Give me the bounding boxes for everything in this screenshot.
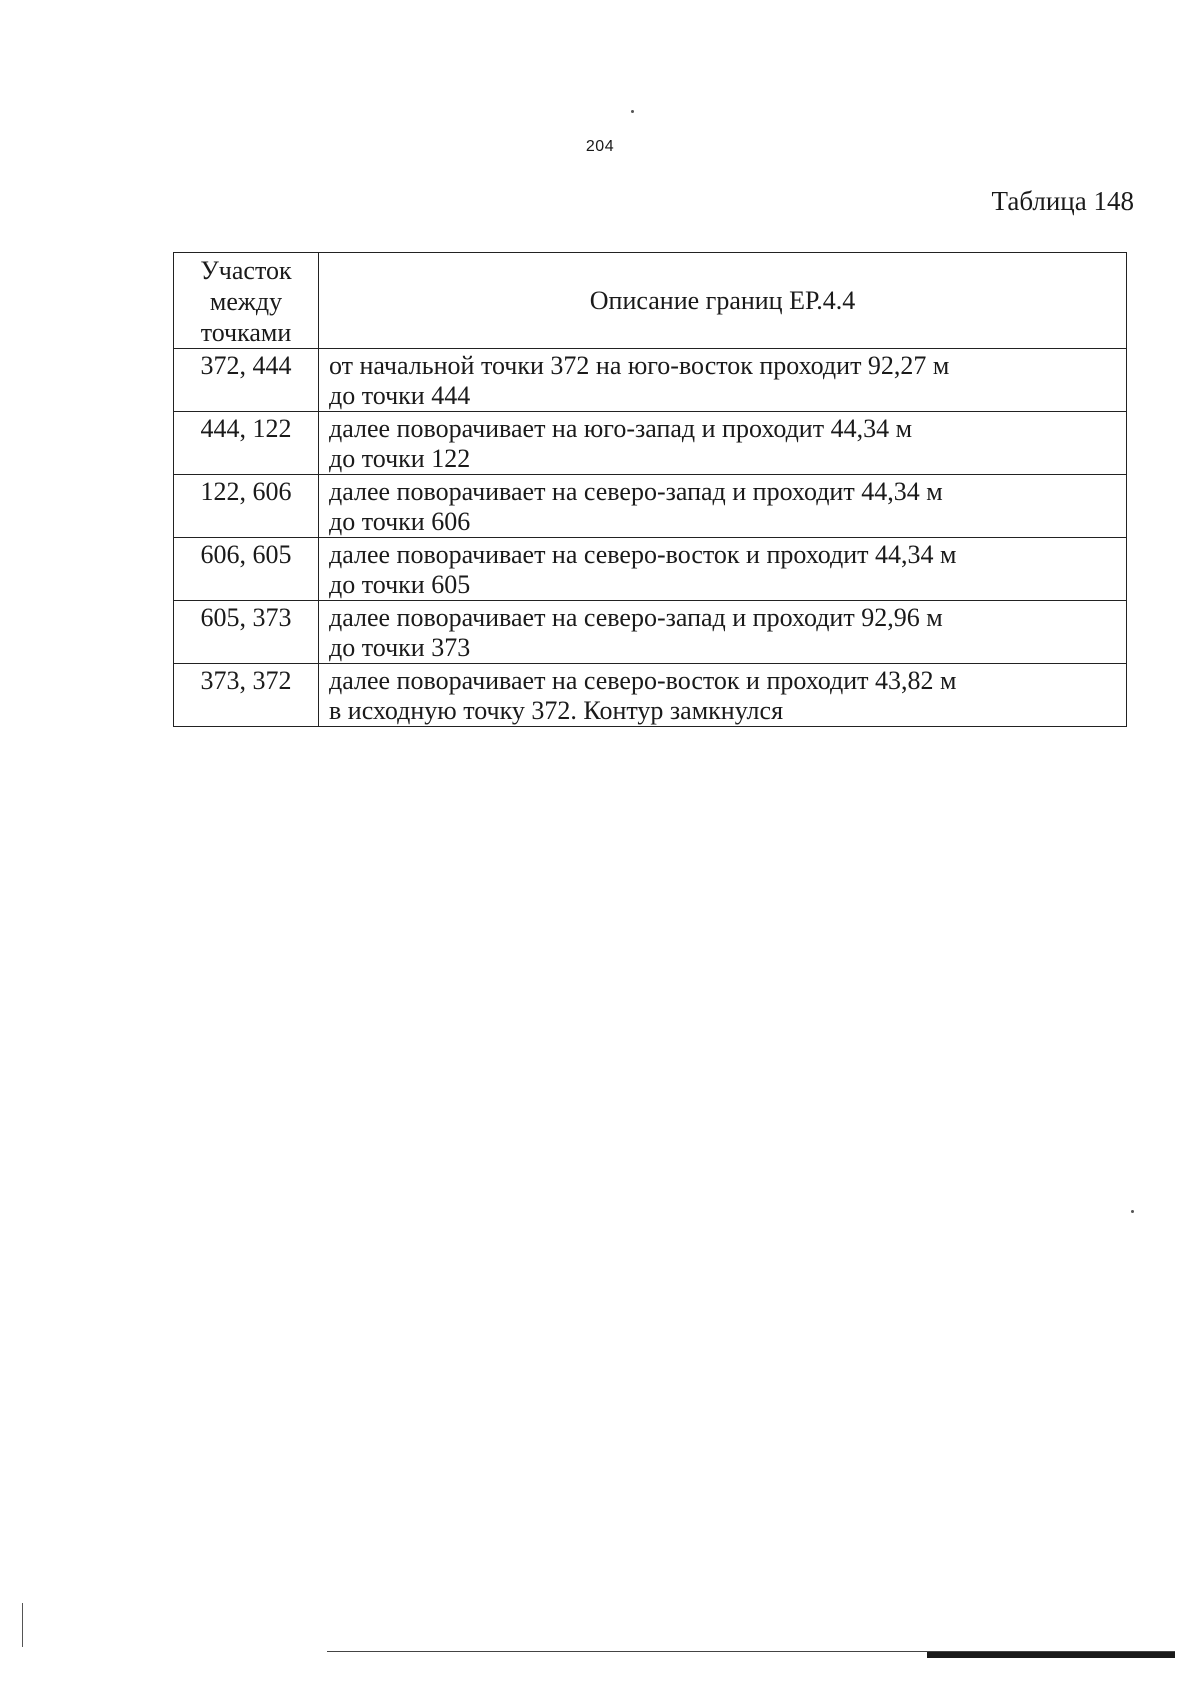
header-segment-line: точками <box>200 318 292 347</box>
table-row <box>174 601 1127 664</box>
scan-speck <box>631 110 634 113</box>
segment-cell: 372, 444 <box>174 349 319 412</box>
description-cell <box>319 349 1127 412</box>
description-cell <box>319 412 1127 475</box>
header-segment <box>174 253 319 349</box>
description-line: далее поворачивает на северо-восток и проходит 43,82 м <box>329 666 957 695</box>
table-header-row <box>174 253 1127 349</box>
segment-cell: 444, 122 <box>174 412 319 475</box>
description-cell <box>319 475 1127 538</box>
table-row <box>174 538 1127 601</box>
boundary-description-table <box>173 252 1127 727</box>
header-description: Описание границ ЕР.4.4 <box>319 253 1127 349</box>
page-number: 204 <box>585 138 615 155</box>
scan-speck <box>1131 1210 1134 1213</box>
description-line: далее поворачивает на северо-запад и проходит 92,96 м <box>329 603 943 632</box>
description-line: до точки 605 <box>329 570 471 599</box>
description-line: от начальной точки 372 на юго-восток проходит 92,27 м <box>329 351 950 380</box>
description-cell <box>319 538 1127 601</box>
table-row <box>174 664 1127 727</box>
table-row <box>174 349 1127 412</box>
description-line: до точки 373 <box>329 633 471 662</box>
table-caption: Таблица 148 <box>991 186 1134 216</box>
segment-cell: 373, 372 <box>174 664 319 727</box>
description-line: до точки 606 <box>329 507 471 536</box>
segment-cell: 122, 606 <box>174 475 319 538</box>
description-line: далее поворачивает на юго-запад и проходит 44,34 м <box>329 414 913 443</box>
description-line: далее поворачивает на северо-запад и проходит 44,34 м <box>329 477 943 506</box>
header-segment-line: Участок <box>200 256 292 285</box>
description-cell <box>319 664 1127 727</box>
description-line: до точки 122 <box>329 444 471 473</box>
description-line: далее поворачивает на северо-восток и проходит 44,34 м <box>329 540 957 569</box>
segment-cell: 606, 605 <box>174 538 319 601</box>
scan-edge-mark <box>22 1603 23 1647</box>
header-segment-line: между <box>209 287 283 316</box>
description-line: в исходную точку 372. Контур замкнулся <box>329 696 784 725</box>
bottom-rule <box>327 1651 1175 1652</box>
description-cell <box>319 601 1127 664</box>
segment-cell: 605, 373 <box>174 601 319 664</box>
description-line: до точки 444 <box>329 381 471 410</box>
table-row <box>174 412 1127 475</box>
table-row <box>174 475 1127 538</box>
